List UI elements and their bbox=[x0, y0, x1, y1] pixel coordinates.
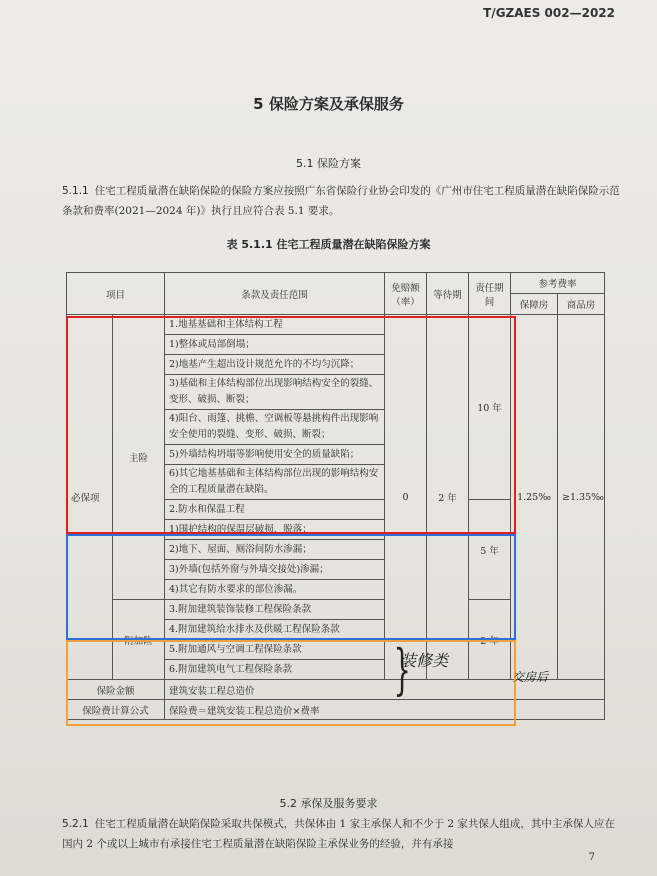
structure-period: 10 年 bbox=[469, 315, 511, 500]
waterproof-item: 1)围护结构的保温层破损、脱落； bbox=[165, 520, 385, 540]
handwritten-note: 交房后 bbox=[512, 670, 549, 684]
structure-item: 3)基础和主体结构部位出现影响结构安全的裂缝、变形、破损、断裂； bbox=[165, 375, 385, 410]
addon-item: 4.附加建筑给水排水及供暖工程保险条款 bbox=[165, 620, 385, 640]
structure-title: 1.地基基础和主体结构工程 bbox=[165, 315, 385, 335]
paragraph-5-2-1 bbox=[62, 814, 622, 854]
waterproof-item: 3)外墙(包括外窗与外墙交接处)渗漏； bbox=[165, 560, 385, 580]
insurance-scheme-table bbox=[66, 272, 605, 720]
waterproof-title: 2.防水和保温工程 bbox=[165, 500, 385, 520]
page-number: 7 bbox=[588, 852, 595, 863]
addon-label: 附加险 bbox=[113, 600, 165, 680]
waterproof-period: 5 年 bbox=[469, 500, 511, 600]
structure-item: 5)外墙结构坍塌等影响使用安全的质量缺陷； bbox=[165, 445, 385, 465]
structure-item: 1)整体或局部倒塌； bbox=[165, 335, 385, 355]
header-period: 责任期间 bbox=[469, 273, 511, 315]
header-commercial: 商品房 bbox=[558, 294, 605, 315]
addon-item: 3.附加建筑装饰装修工程保险条款 bbox=[165, 600, 385, 620]
chapter-title: 5 保险方案及承保服务 bbox=[253, 95, 404, 113]
standard-code: T/GZAES 002—2022 bbox=[483, 6, 615, 20]
waterproof-item: 4)其它有防水要求的部位渗漏。 bbox=[165, 580, 385, 600]
insured-amount-label: 保险金额 bbox=[67, 680, 165, 700]
section-title: 5.2 承保及服务要求 bbox=[279, 797, 378, 810]
table-title: 表 5.1.1 住宅工程质量潜在缺陷保险方案 bbox=[226, 238, 431, 251]
rate-affordable: 1.25‰ bbox=[511, 315, 558, 680]
structure-item: 2)地基产生超出设计规范允许的不均匀沉降； bbox=[165, 355, 385, 375]
section-title: 5.1 保险方案 bbox=[296, 157, 361, 170]
mandatory-label: 必保项 bbox=[67, 315, 113, 680]
structure-item: 6)其它地基基础和主体结构部位出现的影响结构安全的工程质量潜在缺陷。 bbox=[165, 465, 385, 500]
header-affordable: 保障房 bbox=[511, 294, 558, 315]
handwritten-brace: } bbox=[393, 638, 411, 701]
addon-period: 2 年 bbox=[469, 600, 511, 680]
header-scope: 条款及责任范围 bbox=[165, 273, 385, 315]
premium-formula-label: 保险费计算公式 bbox=[67, 700, 165, 720]
paragraph-text: 住宅工程质量潜在缺陷保险的保险方案应按照广东省保险行业协会印发的《广州市住宅工程质量潜在缺陷保险示范条款和费率(2021—2024 年)》执行且应符合表 5.1 要求。 bbox=[62, 185, 620, 217]
paragraph-text: 住宅工程质量潜在缺陷保险采取共保模式，共保体由 1 家主承保人和不少于 2 家共保人组成，其中主承保人应在国内 2 个或以上城市有承接住宅工程质量潜在缺陷保险主承保业务的经验，并有承接 bbox=[62, 818, 615, 850]
header-waiting: 等待期 bbox=[427, 273, 469, 315]
waiting-value: 2 年 bbox=[427, 315, 469, 680]
main-insurance-label: 主险 bbox=[113, 315, 165, 600]
addon-item: 6.附加建筑电气工程保险条款 bbox=[165, 660, 385, 680]
addon-item: 5.附加通风与空调工程保险条款 bbox=[165, 640, 385, 660]
rate-commercial: ≥1.35‰ bbox=[558, 315, 605, 680]
paragraph-5-1-1 bbox=[62, 181, 622, 221]
structure-item: 4)阳台、雨篷、挑檐、空调板等悬挑构件出现影响安全使用的裂缝、变形、破损、断裂； bbox=[165, 410, 385, 445]
premium-formula-value: 保险费＝建筑安装工程总造价×费率 bbox=[165, 700, 605, 720]
clause-number: 5.2.1 bbox=[62, 818, 89, 830]
deductible-value: 0 bbox=[385, 315, 427, 680]
handwritten-note: 装修类 bbox=[400, 651, 449, 670]
header-item: 项目 bbox=[67, 273, 165, 315]
insured-amount-value: 建筑安装工程总造价 bbox=[165, 680, 605, 700]
waterproof-item: 2)地下、屋面、厕浴间防水渗漏； bbox=[165, 540, 385, 560]
header-ref-rate: 参考费率 bbox=[511, 273, 605, 294]
header-deductible: 免赔额（率） bbox=[385, 273, 427, 315]
clause-number: 5.1.1 bbox=[62, 185, 89, 197]
